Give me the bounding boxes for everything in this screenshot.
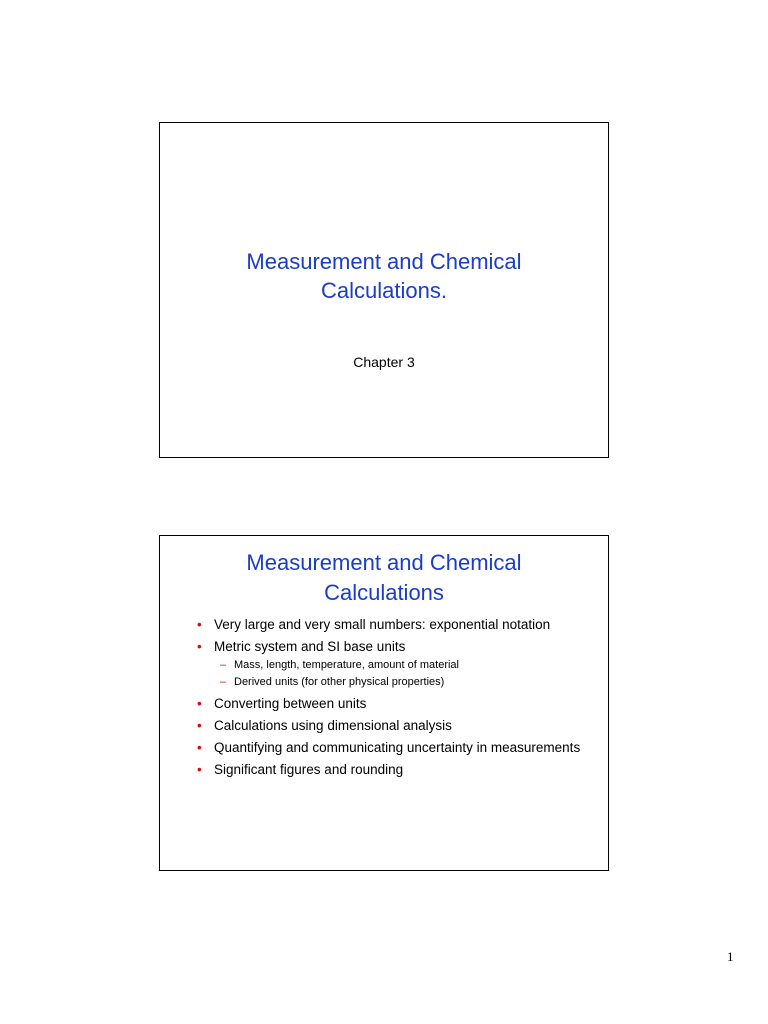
bullet-text: Very large and very small numbers: exponential notation xyxy=(214,617,551,632)
bullet-item xyxy=(196,739,596,757)
bullet-item xyxy=(196,695,596,713)
slide-1-title-line: Calculations. xyxy=(321,278,447,303)
page-number: 1 xyxy=(727,949,734,964)
slide-1 xyxy=(159,122,609,458)
sub-bullet-item xyxy=(214,674,596,691)
bullet-item xyxy=(196,761,596,779)
bullet-list xyxy=(196,616,596,783)
bullet-text: Converting between units xyxy=(214,696,367,711)
sub-bullet-item xyxy=(214,657,596,674)
bullet-dot-icon: • xyxy=(197,696,202,711)
bullet-dot-icon: • xyxy=(197,762,202,777)
bullet-text: Metric system and SI base units xyxy=(214,639,406,654)
bullet-item xyxy=(196,616,596,634)
bullet-item xyxy=(196,717,596,735)
bullet-dot-icon: • xyxy=(197,718,202,733)
slide-2-title xyxy=(160,548,608,608)
sub-bullet-list xyxy=(214,657,596,691)
sub-bullet-dash-icon: – xyxy=(220,659,227,671)
bullet-text: Quantifying and communicating uncertainty in measurements xyxy=(214,740,581,755)
sub-bullet-text: Mass, length, temperature, amount of material xyxy=(234,659,459,671)
sub-bullet-text: Derived units (for other physical properties) xyxy=(234,676,445,688)
bullet-text: Significant figures and rounding xyxy=(214,762,404,777)
slide-1-title-line: Measurement and Chemical xyxy=(246,249,522,274)
sub-bullet-dash-icon: – xyxy=(220,676,227,688)
bullet-dot-icon: • xyxy=(197,740,202,755)
slide-2-title-line: Calculations xyxy=(324,580,444,605)
slide-1-title xyxy=(160,247,608,305)
slide-1-subtitle: Chapter 3 xyxy=(353,354,415,370)
bullet-dot-icon: • xyxy=(197,639,202,654)
bullet-text: Calculations using dimensional analysis xyxy=(214,718,452,733)
bullet-item xyxy=(196,638,596,691)
slide-2-title-line: Measurement and Chemical xyxy=(246,550,522,575)
slide-2 xyxy=(159,535,609,871)
bullet-dot-icon: • xyxy=(197,617,202,632)
